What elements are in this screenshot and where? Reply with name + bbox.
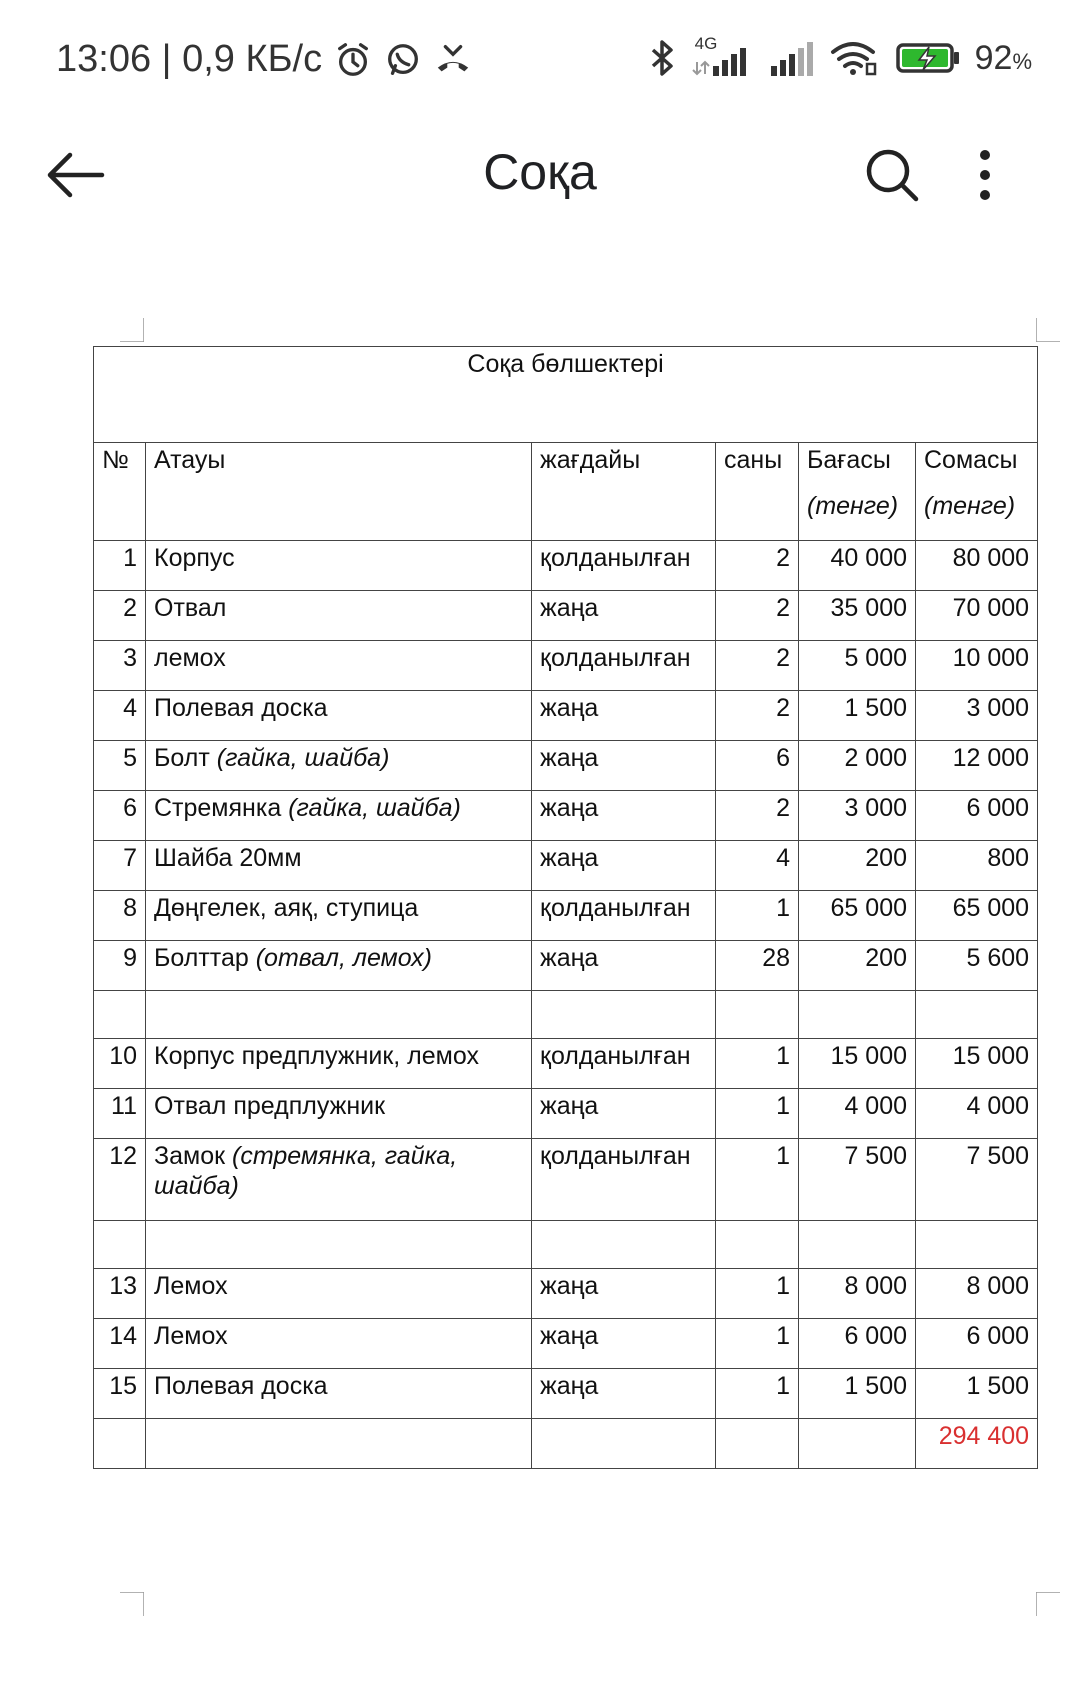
cell-qty: 2 [716, 691, 799, 741]
cell-qty: 2 [716, 641, 799, 691]
alarm-icon [334, 41, 372, 79]
empty-cell [532, 1221, 716, 1269]
app-toolbar [0, 125, 1080, 225]
table-row [94, 541, 1038, 591]
cell-price: 200 [799, 841, 916, 891]
cell-sum: 8 000 [916, 1269, 1038, 1319]
table-row [94, 741, 1038, 791]
missed-call-icon [434, 41, 472, 79]
cell-sum: 12 000 [916, 741, 1038, 791]
search-button[interactable] [860, 143, 924, 207]
empty-cell [799, 1419, 916, 1469]
cell-state: қолданылған [532, 1139, 716, 1221]
empty-cell [916, 991, 1038, 1039]
battery-percent-sign: % [1012, 48, 1032, 74]
cell-qty: 2 [716, 591, 799, 641]
empty-cell [916, 1221, 1038, 1269]
empty-cell [94, 991, 146, 1039]
cell-qty: 1 [716, 1319, 799, 1369]
battery-level [975, 39, 1032, 78]
cell-sum: 10 000 [916, 641, 1038, 691]
cell-name [146, 1369, 532, 1419]
empty-cell [146, 1221, 532, 1269]
header-sum-label: Сомасы [924, 446, 1018, 474]
part-name: Отвал предплужник [154, 1092, 386, 1120]
blank-separator-row [94, 1221, 1038, 1269]
status-left [56, 38, 472, 81]
part-name: Отвал [154, 594, 227, 622]
empty-cell [716, 1221, 799, 1269]
cell-number: 5 [94, 741, 146, 791]
table-row [94, 841, 1038, 891]
cell-name [146, 1039, 532, 1089]
cell-sum: 7 500 [916, 1139, 1038, 1221]
empty-cell [146, 1419, 532, 1469]
empty-cell [799, 991, 916, 1039]
cell-sum: 3 000 [916, 691, 1038, 741]
cell-sum: 6 000 [916, 791, 1038, 841]
signal-bars-sim2-icon [767, 38, 815, 78]
cell-state: жаңа [532, 591, 716, 641]
more-vert-icon [970, 143, 1000, 207]
cell-sum: 5 600 [916, 941, 1038, 991]
cell-price: 1 500 [799, 691, 916, 741]
search-icon [860, 143, 924, 207]
cell-qty: 1 [716, 1369, 799, 1419]
cell-qty: 1 [716, 1039, 799, 1089]
cell-price: 40 000 [799, 541, 916, 591]
empty-cell [146, 991, 532, 1039]
cell-number: 6 [94, 791, 146, 841]
cell-price: 8 000 [799, 1269, 916, 1319]
page-corner-mark [120, 318, 144, 342]
empty-cell [716, 991, 799, 1039]
cell-price: 65 000 [799, 891, 916, 941]
cell-sum: 6 000 [916, 1319, 1038, 1369]
part-name: лемох [154, 644, 226, 672]
cell-number: 13 [94, 1269, 146, 1319]
cell-name [146, 891, 532, 941]
cell-qty: 1 [716, 1089, 799, 1139]
status-time: 13:06 | 0,9 КБ/с [56, 38, 323, 80]
empty-cell [532, 991, 716, 1039]
table-row [94, 791, 1038, 841]
cell-price: 200 [799, 941, 916, 991]
part-note: (отвал, лемох) [255, 944, 432, 972]
network-type-label: 4G [694, 34, 718, 53]
cell-state: жаңа [532, 941, 716, 991]
part-name: Лемох [154, 1272, 228, 1300]
empty-cell [94, 1419, 146, 1469]
cell-price: 3 000 [799, 791, 916, 841]
wifi-icon [829, 38, 881, 78]
table-row [94, 891, 1038, 941]
cell-sum: 70 000 [916, 591, 1038, 641]
cell-sum: 80 000 [916, 541, 1038, 591]
table-row [94, 591, 1038, 641]
cell-state: жаңа [532, 691, 716, 741]
cell-state: қолданылған [532, 541, 716, 591]
status-right [647, 34, 1032, 78]
cell-number: 15 [94, 1369, 146, 1419]
cell-number: 7 [94, 841, 146, 891]
part-name: Дөңгелек, аяқ, ступица [154, 894, 419, 922]
cell-price: 2 000 [799, 741, 916, 791]
page-corner-mark [1036, 1592, 1060, 1616]
part-name: Замок [154, 1142, 226, 1170]
header-price-unit: (тенге) [807, 492, 899, 520]
cell-price: 6 000 [799, 1319, 916, 1369]
cell-state: жаңа [532, 1369, 716, 1419]
cell-sum: 800 [916, 841, 1038, 891]
total-row [94, 1419, 1038, 1469]
cell-name [146, 1089, 532, 1139]
cell-number: 12 [94, 1139, 146, 1221]
page-corner-mark [120, 1592, 144, 1616]
table-row [94, 1319, 1038, 1369]
cell-sum: 1 500 [916, 1369, 1038, 1419]
cell-name [146, 591, 532, 641]
empty-cell [716, 1419, 799, 1469]
cell-state: жаңа [532, 841, 716, 891]
cell-number: 3 [94, 641, 146, 691]
cell-price: 35 000 [799, 591, 916, 641]
cell-price: 1 500 [799, 1369, 916, 1419]
part-name: Лемох [154, 1322, 228, 1350]
cell-qty: 1 [716, 1269, 799, 1319]
whatsapp-icon [384, 41, 422, 79]
table-row [94, 1139, 1038, 1221]
cell-number: 2 [94, 591, 146, 641]
blank-separator-row [94, 991, 1038, 1039]
header-name: Атауы [146, 443, 532, 541]
cell-state: қолданылған [532, 891, 716, 941]
cell-qty: 2 [716, 791, 799, 841]
cell-name [146, 741, 532, 791]
cell-number: 9 [94, 941, 146, 991]
header-num: № [94, 443, 146, 541]
cell-name [146, 1269, 532, 1319]
total-sum: 294 400 [916, 1419, 1038, 1469]
cell-state: қолданылған [532, 641, 716, 691]
cell-number: 10 [94, 1039, 146, 1089]
table-row [94, 641, 1038, 691]
cell-name [146, 791, 532, 841]
cell-sum: 15 000 [916, 1039, 1038, 1089]
table-row [94, 1269, 1038, 1319]
mobile-signal-4g [691, 34, 753, 78]
cell-number: 11 [94, 1089, 146, 1139]
cell-state: жаңа [532, 1319, 716, 1369]
table-header-row [94, 443, 1038, 541]
part-note: (стремянка, гайка, шайба) [154, 1142, 458, 1200]
part-name: Шайба 20мм [154, 844, 302, 872]
empty-cell [799, 1221, 916, 1269]
table-row [94, 1089, 1038, 1139]
cell-state: жаңа [532, 1089, 716, 1139]
document-title: Соқа [483, 144, 597, 200]
bluetooth-icon [647, 38, 677, 78]
empty-cell [532, 1419, 716, 1469]
part-name: Полевая доска [154, 694, 328, 722]
table-row [94, 941, 1038, 991]
part-name: Корпус [154, 544, 235, 572]
header-price [799, 443, 916, 541]
header-sum [916, 443, 1038, 541]
cell-name [146, 941, 532, 991]
parts-table [93, 346, 1038, 1469]
cell-state: жаңа [532, 791, 716, 841]
cell-state: жаңа [532, 741, 716, 791]
part-name: Болттар [154, 944, 249, 972]
more-options-button[interactable] [970, 143, 1000, 207]
cell-number: 14 [94, 1319, 146, 1369]
table-row [94, 691, 1038, 741]
part-name: Стремянка [154, 794, 282, 822]
part-name: Болт [154, 744, 210, 772]
page-corner-mark [1036, 318, 1060, 342]
cell-name [146, 1139, 532, 1221]
cell-state: қолданылған [532, 1039, 716, 1089]
part-note: (гайка, шайба) [288, 794, 461, 822]
cell-price: 15 000 [799, 1039, 916, 1089]
table-caption: Соқа бөлшектері [94, 347, 1038, 443]
cell-state: жаңа [532, 1269, 716, 1319]
part-name: Корпус предплужник, лемох [154, 1042, 479, 1070]
cell-sum: 4 000 [916, 1089, 1038, 1139]
cell-price: 5 000 [799, 641, 916, 691]
battery-percent: 92 [974, 38, 1013, 77]
header-state: жағдайы [532, 443, 716, 541]
cell-name [146, 641, 532, 691]
cell-price: 7 500 [799, 1139, 916, 1221]
header-price-label: Бағасы [807, 446, 891, 474]
cell-name [146, 841, 532, 891]
cell-name [146, 691, 532, 741]
battery-charging-icon [895, 38, 961, 78]
cell-number: 4 [94, 691, 146, 741]
cell-number: 1 [94, 541, 146, 591]
cell-price: 4 000 [799, 1089, 916, 1139]
cell-number: 8 [94, 891, 146, 941]
empty-cell [94, 1221, 146, 1269]
cell-name [146, 541, 532, 591]
cell-qty: 1 [716, 1139, 799, 1221]
cell-qty: 1 [716, 891, 799, 941]
header-sum-unit: (тенге) [924, 492, 1016, 520]
cell-qty: 28 [716, 941, 799, 991]
table-row [94, 1039, 1038, 1089]
cell-qty: 6 [716, 741, 799, 791]
cell-qty: 2 [716, 541, 799, 591]
cell-name [146, 1319, 532, 1369]
table-row [94, 1369, 1038, 1419]
part-name: Полевая доска [154, 1372, 328, 1400]
status-bar [0, 0, 1080, 125]
cell-sum: 65 000 [916, 891, 1038, 941]
header-qty: саны [716, 443, 799, 541]
part-note: (гайка, шайба) [216, 744, 390, 772]
cell-qty: 4 [716, 841, 799, 891]
